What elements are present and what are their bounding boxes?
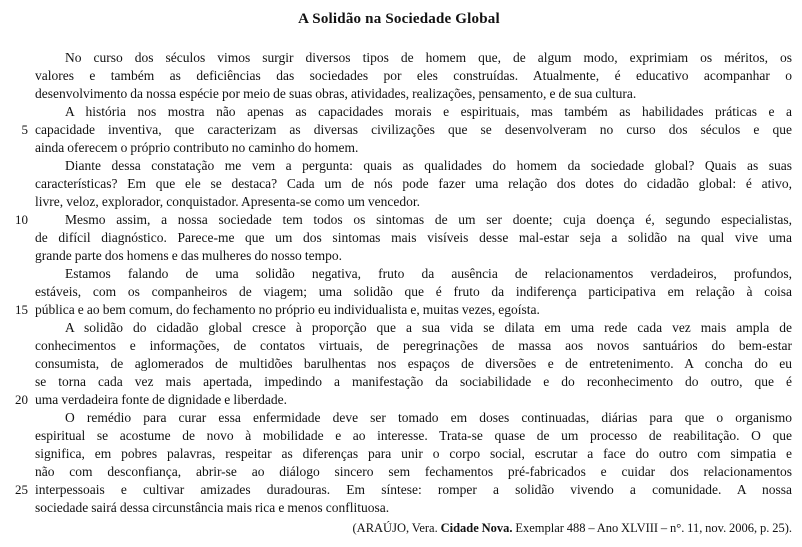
line-text: uma verdadeira fonte de dignidade e liberdade. (35, 392, 287, 407)
text-line (6, 355, 792, 373)
line-number (6, 139, 28, 157)
line-number (6, 175, 28, 193)
line-text: No curso dos séculos vimos surgir diversos tipos de homem que, de algum modo, exprimiam os méritos, os (65, 50, 792, 65)
citation-details: Exemplar 488 – Ano XLVIII – n°. 11, nov. 2006, p. 25). (512, 521, 792, 535)
text-line (6, 265, 792, 283)
line-text: pública e ao bem comum, do fechamento no próprio eu individualista e, muitas vezes, egoísta. (35, 302, 540, 317)
citation-author: (ARAÚJO, Vera. (352, 521, 441, 535)
line-text: consumista, de aglomerados de multidões barulhentas nos espaços de diversões e de entretenimento. A concha do eu (35, 356, 792, 371)
line-number: 25 (15, 482, 28, 497)
text-line (6, 139, 792, 157)
line-text: desenvolvimento da nossa espécie por meio de suas obras, atividades, realizações, pensamento, e de sua cultura. (35, 86, 637, 101)
line-number (6, 427, 28, 445)
line-text: características? Em que ele se destaca? Cada um de nós pode fazer uma relação dos dotes do cidadão global: é ativo, (35, 176, 792, 191)
line-number (6, 499, 28, 517)
text-line (6, 85, 792, 103)
line-number: 15 (15, 302, 28, 317)
line-text: não com desconfiança, abrir-se ao diálogo sincero sem fechamentos pré-fabricados e cuidar dos relacionamentos (35, 464, 792, 479)
line-number: 20 (15, 392, 28, 407)
text-line (6, 319, 792, 337)
line-text: A solidão do cidadão global cresce à proporção que a sua vida se dilata em uma rede cada vez mais ampla de (65, 320, 792, 335)
line-number (6, 193, 28, 211)
line-number (6, 463, 28, 481)
line-number: 10 (15, 212, 28, 227)
line-text: Mesmo assim, a nossa sociedade tem todos os sintomas de um ser doente; cuja doença é, segundo especialistas, (65, 212, 792, 227)
text-line (6, 229, 792, 247)
line-number (6, 49, 28, 67)
text-line (6, 337, 792, 355)
line-text: A história nos mostra não apenas as capacidades morais e espirituais, mas também as habilidades práticas e a (65, 104, 792, 119)
text-line (6, 49, 792, 67)
text-line (6, 247, 792, 265)
text-line (6, 67, 792, 85)
document-title: A Solidão na Sociedade Global (298, 11, 500, 27)
line-number (6, 409, 28, 427)
text-line (6, 103, 792, 121)
line-number (6, 247, 28, 265)
text-line (6, 211, 792, 229)
line-text: se torna cada vez mais apertada, impedindo a manifestação da sociabilidade e do reconhecimento do outro, que é (35, 374, 792, 389)
text-line (6, 373, 792, 391)
line-number (6, 157, 28, 175)
text-line (6, 283, 792, 301)
line-number: 5 (21, 122, 28, 137)
line-text: grande parte dos homens e das mulheres do nosso tempo. (35, 248, 342, 263)
line-text: O remédio para curar essa enfermidade deve ser tomado em doses continuadas, diárias para que o organismo (65, 410, 792, 425)
citation-source-title: Cidade Nova. (440, 521, 513, 535)
line-text: ainda oferecem o próprio contributo no caminho do homem. (35, 140, 359, 155)
line-number (6, 373, 28, 391)
text-line (6, 427, 792, 445)
text-line (6, 175, 792, 193)
line-number (6, 229, 28, 247)
text-line (6, 157, 792, 175)
line-number (6, 103, 28, 121)
text-line (6, 445, 792, 463)
line-text: capacidade inventiva, que caracterizam as diversas civilizações que se desenvolveram no curso dos séculos e que (35, 122, 792, 137)
line-text: conhecimentos e informações, de contatos virtuais, de peregrinações de massa aos novos santuários do bem-estar (35, 338, 792, 353)
line-text: valores e também as deficiências das sociedades por eles construídas. Atualmente, é educativo acompanhar o (35, 68, 792, 83)
line-number (6, 355, 28, 373)
line-number (6, 283, 28, 301)
line-number (6, 445, 28, 463)
line-number (6, 319, 28, 337)
line-text: Estamos falando de uma solidão negativa, fruto da ausência de relacionamentos verdadeiros, profundos, (65, 266, 792, 281)
line-text: de difícil diagnóstico. Parece-me que um dos sintomas mais visíveis desse mal-estar seja a solidão na qual vive uma (35, 230, 792, 245)
line-text: Diante dessa constatação me vem a pergunta: quais as qualidades do homem da sociedade global? Quais as suas (65, 158, 792, 173)
line-text: estáveis, com os companheiros de viagem; uma solidão que é fruto da indiferença participativa em relação à coisa (35, 284, 792, 299)
line-text: interpessoais e cultivar amizades duradouras. Em síntese: romper a solidão vivendo a comunidade. A nossa (35, 482, 792, 497)
citation (6, 520, 792, 537)
reading-text (6, 49, 792, 517)
text-line (6, 499, 792, 517)
line-text: significa, em pobres palavras, respeitar as diferenças para unir o corpo social, escrutar a face do outro com simpatia e (35, 446, 792, 461)
text-line (6, 409, 792, 427)
line-text: espiritual se acostume de novo à mobilidade e ao interesse. Trata-se quase de um processo de reabilitação. O que (35, 428, 792, 443)
text-line (6, 193, 792, 211)
line-number (6, 85, 28, 103)
line-number (6, 337, 28, 355)
line-text: livre, veloz, explorador, conquistador. Apresenta-se como um vencedor. (35, 194, 420, 209)
line-number (6, 265, 28, 283)
text-line (6, 301, 792, 319)
line-number (6, 67, 28, 85)
line-text: sociedade sairá dessa circunstância mais rica e menos conflituosa. (35, 500, 390, 515)
text-line (6, 463, 792, 481)
text-line (6, 391, 792, 409)
text-line (6, 121, 792, 139)
text-line (6, 481, 792, 499)
